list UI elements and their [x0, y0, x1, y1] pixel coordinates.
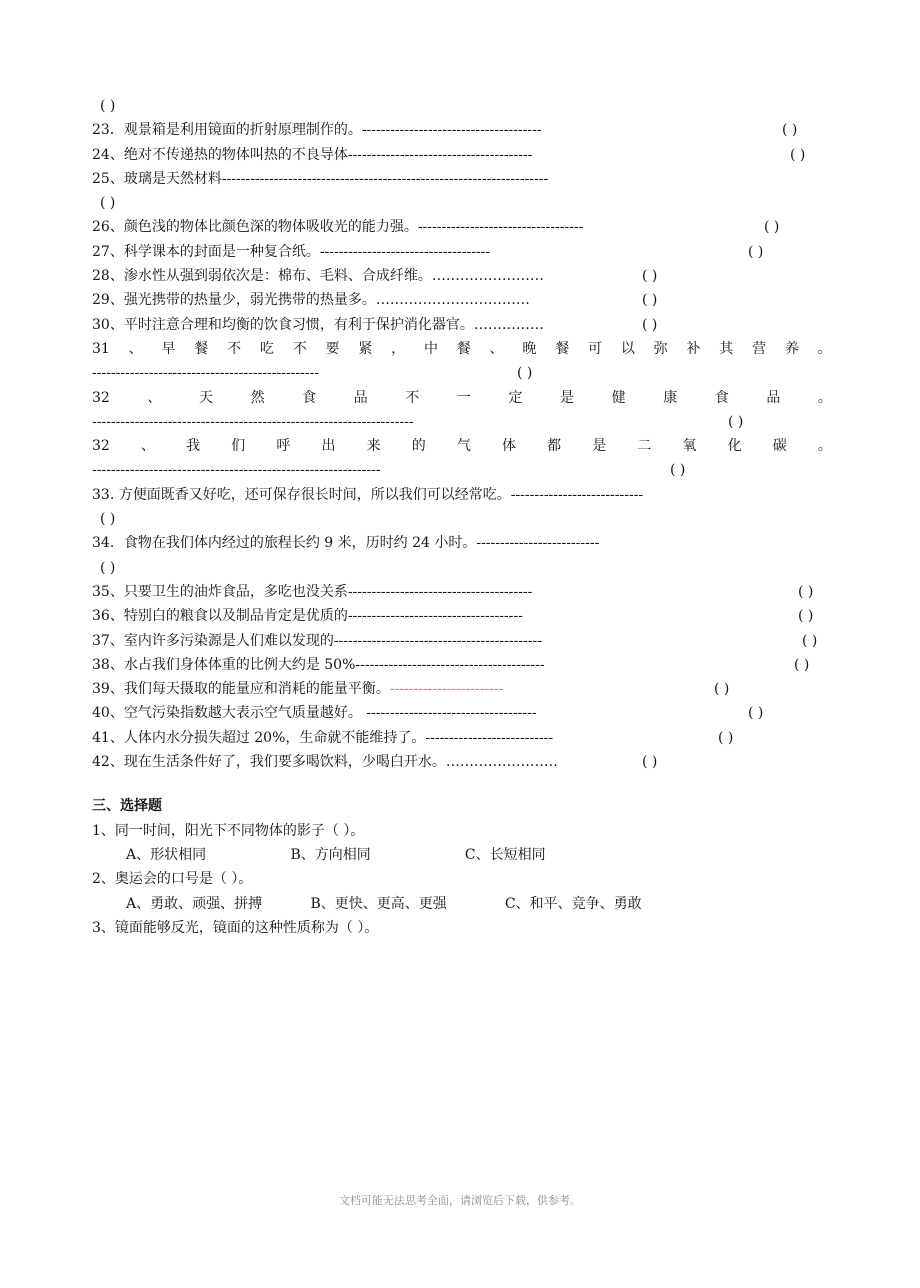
- char: 不: [227, 340, 242, 357]
- question-text: 34．食物在我们体内经过的旅程长约 9 米，历时约 24 小时。--------------------------: [92, 535, 600, 552]
- question-24: [92, 143, 832, 167]
- question-26: [92, 215, 832, 239]
- question-32a: [92, 386, 832, 410]
- char: 不: [405, 389, 420, 406]
- char: 的: [411, 438, 426, 455]
- question-29: [92, 288, 832, 312]
- char: 康: [663, 389, 678, 406]
- char: 以: [620, 340, 635, 357]
- answer-paren: ( ): [642, 316, 658, 333]
- char: 、: [489, 340, 504, 357]
- question-33: [92, 483, 832, 507]
- char: 其: [719, 340, 734, 357]
- char: 然: [250, 389, 265, 406]
- answer-paren: ( ): [714, 681, 730, 698]
- answer-paren: ( ): [100, 559, 116, 576]
- char: 氧: [682, 438, 697, 455]
- answer-paren: ( ): [642, 268, 658, 285]
- answer-paren: ( ): [748, 243, 764, 260]
- char: 们: [231, 438, 246, 455]
- char: 定: [508, 389, 523, 406]
- question-41: [92, 726, 832, 750]
- answer-paren: ( ): [100, 511, 116, 528]
- question-27: [92, 240, 832, 264]
- question-36: [92, 604, 832, 628]
- question-31-cont: [92, 361, 832, 385]
- question-32a-cont: [92, 410, 832, 434]
- char: 营: [752, 340, 767, 357]
- question-text: 23．观景箱是利用镜面的折射原理制作的。--------------------------------------: [92, 122, 542, 139]
- answer-paren: ( ): [517, 365, 533, 382]
- char: 食: [714, 389, 729, 406]
- char: 养: [784, 340, 799, 357]
- char: 气: [456, 438, 471, 455]
- char: 化: [727, 438, 742, 455]
- char: 来: [366, 438, 381, 455]
- char: 餐: [194, 340, 209, 357]
- question-text: 30、平时注意合理和均衡的饮食习惯，有利于保护消化器官。……………: [92, 316, 544, 333]
- dash-leader: ------------------------------------------------: [92, 365, 320, 382]
- char: 碳: [772, 438, 787, 455]
- answer-paren: ( ): [782, 122, 798, 139]
- answer-paren: ( ): [764, 219, 780, 236]
- char: 晚: [522, 340, 537, 357]
- char: 餐: [555, 340, 570, 357]
- char: 早: [161, 340, 176, 357]
- question-text: 24、绝对不传递热的物体叫热的不良导体---------------------------------------: [92, 146, 533, 163]
- answer-paren: ( ): [100, 195, 116, 212]
- answer-paren: ( ): [718, 729, 734, 746]
- option-c: C、长短相同: [464, 846, 546, 863]
- question-text-main: 39、我们每天摄取的能量应和消耗的能量平衡。: [92, 681, 390, 698]
- mc-question-2: 2、奥运会的口号是（ ）。: [92, 871, 253, 888]
- char: 。: [817, 389, 832, 406]
- char: 、: [140, 438, 155, 455]
- char: 体: [501, 438, 516, 455]
- char: 是: [592, 438, 607, 455]
- option-b: B、更快、更高、更强: [310, 895, 447, 912]
- spacer: [92, 774, 832, 794]
- char: 。: [817, 340, 832, 357]
- char: 我: [186, 438, 201, 455]
- char: 出: [321, 438, 336, 455]
- question-38: [92, 653, 832, 677]
- question-32b-cont: [92, 458, 832, 482]
- char: 餐: [456, 340, 471, 357]
- question-text: [92, 677, 503, 701]
- mc-options-1: [92, 843, 832, 867]
- option-b: B、方向相同: [290, 846, 371, 863]
- question-text: 36、特别白的粮食以及制品肯定是优质的-------------------------------------: [92, 608, 523, 625]
- char: 要: [325, 340, 340, 357]
- char: 一: [456, 389, 471, 406]
- char: 呼: [276, 438, 291, 455]
- answer-paren: ( ): [748, 705, 764, 722]
- dash-leader: --------------------------------------------------------------------: [92, 413, 414, 430]
- answer-paren: ( ): [790, 146, 806, 163]
- question-35: [92, 580, 832, 604]
- char: 32: [92, 389, 110, 406]
- char: 、: [147, 389, 162, 406]
- char: ，: [391, 340, 406, 357]
- question-text: 28、渗水性从强到弱依次是：棉布、毛料、合成纤维。……………………: [92, 268, 544, 285]
- char: 、: [128, 340, 143, 357]
- question-28: [92, 264, 832, 288]
- mc-question-1: 1、同一时间，阳光下不同物体的影子（ ）。: [92, 822, 365, 839]
- question-37: [92, 629, 832, 653]
- document-body: [92, 94, 832, 940]
- page-footer: 文档可能无法思考全面，请浏览后下载，供参考。: [339, 1194, 581, 1207]
- question-31: [92, 337, 832, 361]
- section-title: 三、选择题: [92, 798, 162, 815]
- question-34: [92, 531, 832, 555]
- answer-paren: ( ): [798, 608, 814, 625]
- char: 都: [547, 438, 562, 455]
- question-text: 37、室内许多污染源是人们难以发现的--------------------------------------------: [92, 632, 542, 649]
- dash-leader: -------------------------------------------------------------: [92, 462, 381, 479]
- question-32b: [92, 434, 832, 458]
- answer-paren: ( ): [798, 583, 814, 600]
- answer-paren: ( ): [100, 98, 116, 114]
- answer-paren: ( ): [642, 754, 658, 771]
- char: 健: [611, 389, 626, 406]
- option-a: A、勇敢、顽强、拼搏: [126, 895, 263, 912]
- question-text: 33. 方便面既香又好吃，还可保存很长时间，所以我们可以经常吃。----------------------------: [92, 486, 644, 503]
- char: 吃: [259, 340, 274, 357]
- question-text: 41、人体内水分损失超过 20%，生命就不能维持了。---------------------------: [92, 729, 554, 746]
- question-25: [92, 167, 832, 191]
- paren-line: [92, 507, 832, 531]
- question-text: 26、颜色浅的物体比颜色深的物体吸收光的能力强。-----------------------------------: [92, 219, 584, 236]
- mc-question-3: 3、镜面能够反光，镜面的这种性质称为（ ）。: [92, 919, 379, 936]
- char: 不: [292, 340, 307, 357]
- paren-line: [92, 556, 832, 580]
- question-30: [92, 313, 832, 337]
- question-text: 38、水占我们身体体重的比例大约是 50%----------------------------------------: [92, 656, 545, 673]
- paren-line: [92, 191, 832, 215]
- char: 是: [560, 389, 575, 406]
- char: 品: [353, 389, 368, 406]
- question-text: 40、空气污染指数越大表示空气质量越好。 ------------------------------------: [92, 705, 537, 722]
- answer-paren: ( ): [670, 462, 686, 479]
- question-text: 35、只要卫生的油炸食品，多吃也没关系---------------------------------------: [92, 583, 533, 600]
- char: 弥: [653, 340, 668, 357]
- question-text: 29、强光携带的热量少，弱光携带的热量多。……………………………: [92, 292, 530, 309]
- answer-paren: ( ): [794, 656, 810, 673]
- mc-options-2: [92, 892, 832, 916]
- question-40: [92, 701, 832, 725]
- question-text: 27、科学课本的封面是一种复合纸。------------------------------------: [92, 243, 491, 260]
- char: 紧: [358, 340, 373, 357]
- char: 天: [198, 389, 213, 406]
- char: 补: [686, 340, 701, 357]
- char: 31: [92, 340, 110, 357]
- char: 32: [92, 438, 110, 455]
- question-42: [92, 750, 832, 774]
- pink-leader: ------------------------: [389, 681, 504, 698]
- question-39: [92, 677, 832, 701]
- option-a: A、形状相同: [126, 846, 207, 863]
- option-c: C、和平、竞争、勇敢: [504, 895, 642, 912]
- char: 品: [766, 389, 781, 406]
- question-text: 25、玻璃是天然材料---------------------------------------------------------------------: [92, 170, 549, 187]
- paren-line: [92, 94, 832, 118]
- answer-paren: ( ): [802, 632, 818, 649]
- char: 中: [423, 340, 438, 357]
- question-text: 42、现在生活条件好了，我们要多喝饮料，少喝白开水。……………………: [92, 754, 558, 771]
- answer-paren: ( ): [642, 292, 658, 309]
- char: 可: [588, 340, 603, 357]
- char: 食: [302, 389, 317, 406]
- question-23: [92, 118, 832, 142]
- char: 二: [637, 438, 652, 455]
- answer-paren: ( ): [728, 413, 744, 430]
- char: 。: [817, 438, 832, 455]
